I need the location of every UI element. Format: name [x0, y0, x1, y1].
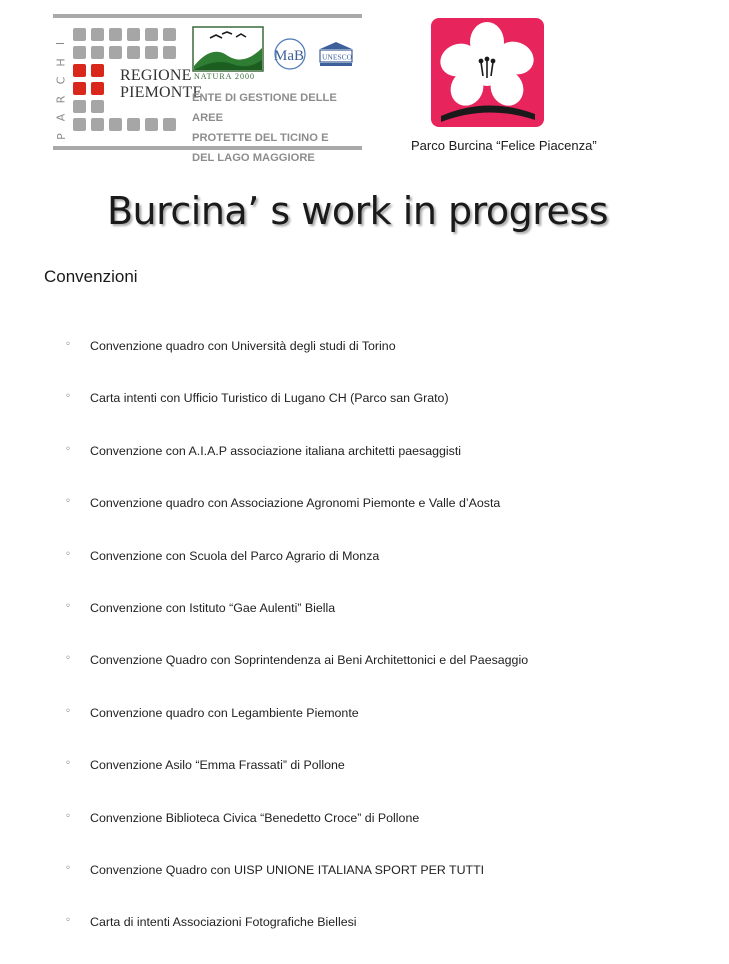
logo-bottom-rule: [53, 146, 362, 150]
list-item-text: Convenzione quadro con Legambiente Piemonte: [90, 705, 359, 720]
list-item: [0, 335, 729, 387]
parchi-letter: H: [54, 57, 68, 67]
list-item-text: Convenzione con Istituto “Gae Aulenti” Biella: [90, 600, 336, 615]
list-item-text: Convenzione quadro con Università degli studi di Torino: [90, 339, 396, 353]
bullet-icon: ◦: [65, 705, 71, 717]
mab-label: MaB: [274, 48, 304, 64]
bullet-icon: ◦: [65, 339, 71, 350]
bullet-icon: ◦: [65, 915, 71, 927]
list-item-text: Convenzione con Scuola del Parco Agrario di Monza: [90, 548, 380, 563]
list-item-text: Carta di intenti Associazioni Fotografiche Biellesi: [90, 915, 357, 930]
park-caption: Parco Burcina “Felice Piacenza”: [411, 138, 597, 153]
parco-burcina-flower-logo: [431, 18, 544, 127]
list-item-text: Convenzione con A.I.A.P associazione italiana architetti paesaggisti: [90, 443, 462, 458]
regione-piemonte-label: [120, 67, 202, 101]
parchi-letter: R: [54, 95, 68, 104]
list-item: [0, 859, 729, 911]
ente-gestione-label: [192, 88, 362, 168]
parchi-letter: C: [54, 76, 68, 85]
unesco-label: UNESCO: [322, 52, 353, 62]
list-item: [0, 911, 729, 963]
list-item-text: Convenzione Quadro con Soprintendenza ai Beni Architettonici e del Paesaggio: [90, 653, 529, 668]
ente-line: ENTE DI GESTIONE DELLE AREE: [192, 92, 337, 124]
parchi-letter: A: [54, 114, 68, 122]
parchi-regione-piemonte-logo: [53, 14, 362, 164]
bullet-icon: ◦: [65, 496, 71, 508]
parchi-letter: I: [54, 41, 68, 46]
ente-line: PROTETTE DEL TICINO E: [192, 132, 329, 144]
list-item: [0, 597, 729, 649]
list-item-text: Convenzione quadro con Associazione Agronomi Piemonte e Valle d’Aosta: [90, 496, 501, 511]
parchi-letter: P: [54, 133, 68, 140]
bullet-icon: ◦: [65, 653, 71, 665]
piemonte-line: PIEMONTE: [120, 84, 203, 101]
bullet-icon: ◦: [65, 443, 71, 455]
list-item: [0, 702, 729, 754]
list-item: [0, 387, 729, 439]
list-item-text: Convenzione Biblioteca Civica “Benedetto Croce” di Pollone: [90, 810, 420, 825]
list-item-text: Convenzione Quadro con UISP UNIONE ITALIANA SPORT PER TUTTI: [90, 862, 485, 877]
list-item-text: Convenzione Asilo “Emma Frassati” di Pollone: [90, 758, 345, 773]
list-item: [0, 440, 729, 492]
list-item: [0, 545, 729, 597]
bullet-icon: ◦: [65, 862, 71, 874]
regione-line: REGIONE: [120, 67, 192, 84]
parchi-vertical-label: [53, 38, 69, 142]
bullet-icon: ◦: [65, 391, 71, 403]
bullet-icon: ◦: [65, 548, 71, 560]
bullet-icon: ◦: [65, 600, 71, 612]
section-title: Convenzioni: [44, 267, 138, 286]
unesco-icon: [317, 40, 355, 68]
list-item: [0, 754, 729, 806]
list-item: [0, 807, 729, 859]
page-title: Burcina’ s work in progress: [106, 189, 609, 233]
convenzioni-list: [0, 335, 729, 964]
bullet-icon: ◦: [65, 758, 71, 770]
ente-line: DEL LAGO MAGGIORE: [192, 152, 315, 164]
list-item: [0, 649, 729, 701]
mab-icon: [267, 36, 313, 72]
bullet-icon: ◦: [65, 810, 71, 822]
logo-top-rule: [53, 14, 362, 18]
list-item: [0, 492, 729, 544]
natura-2000-label: NATURA 2000: [194, 72, 256, 81]
list-item-text: Carta intenti con Ufficio Turistico di Lugano CH (Parco san Grato): [90, 391, 449, 406]
